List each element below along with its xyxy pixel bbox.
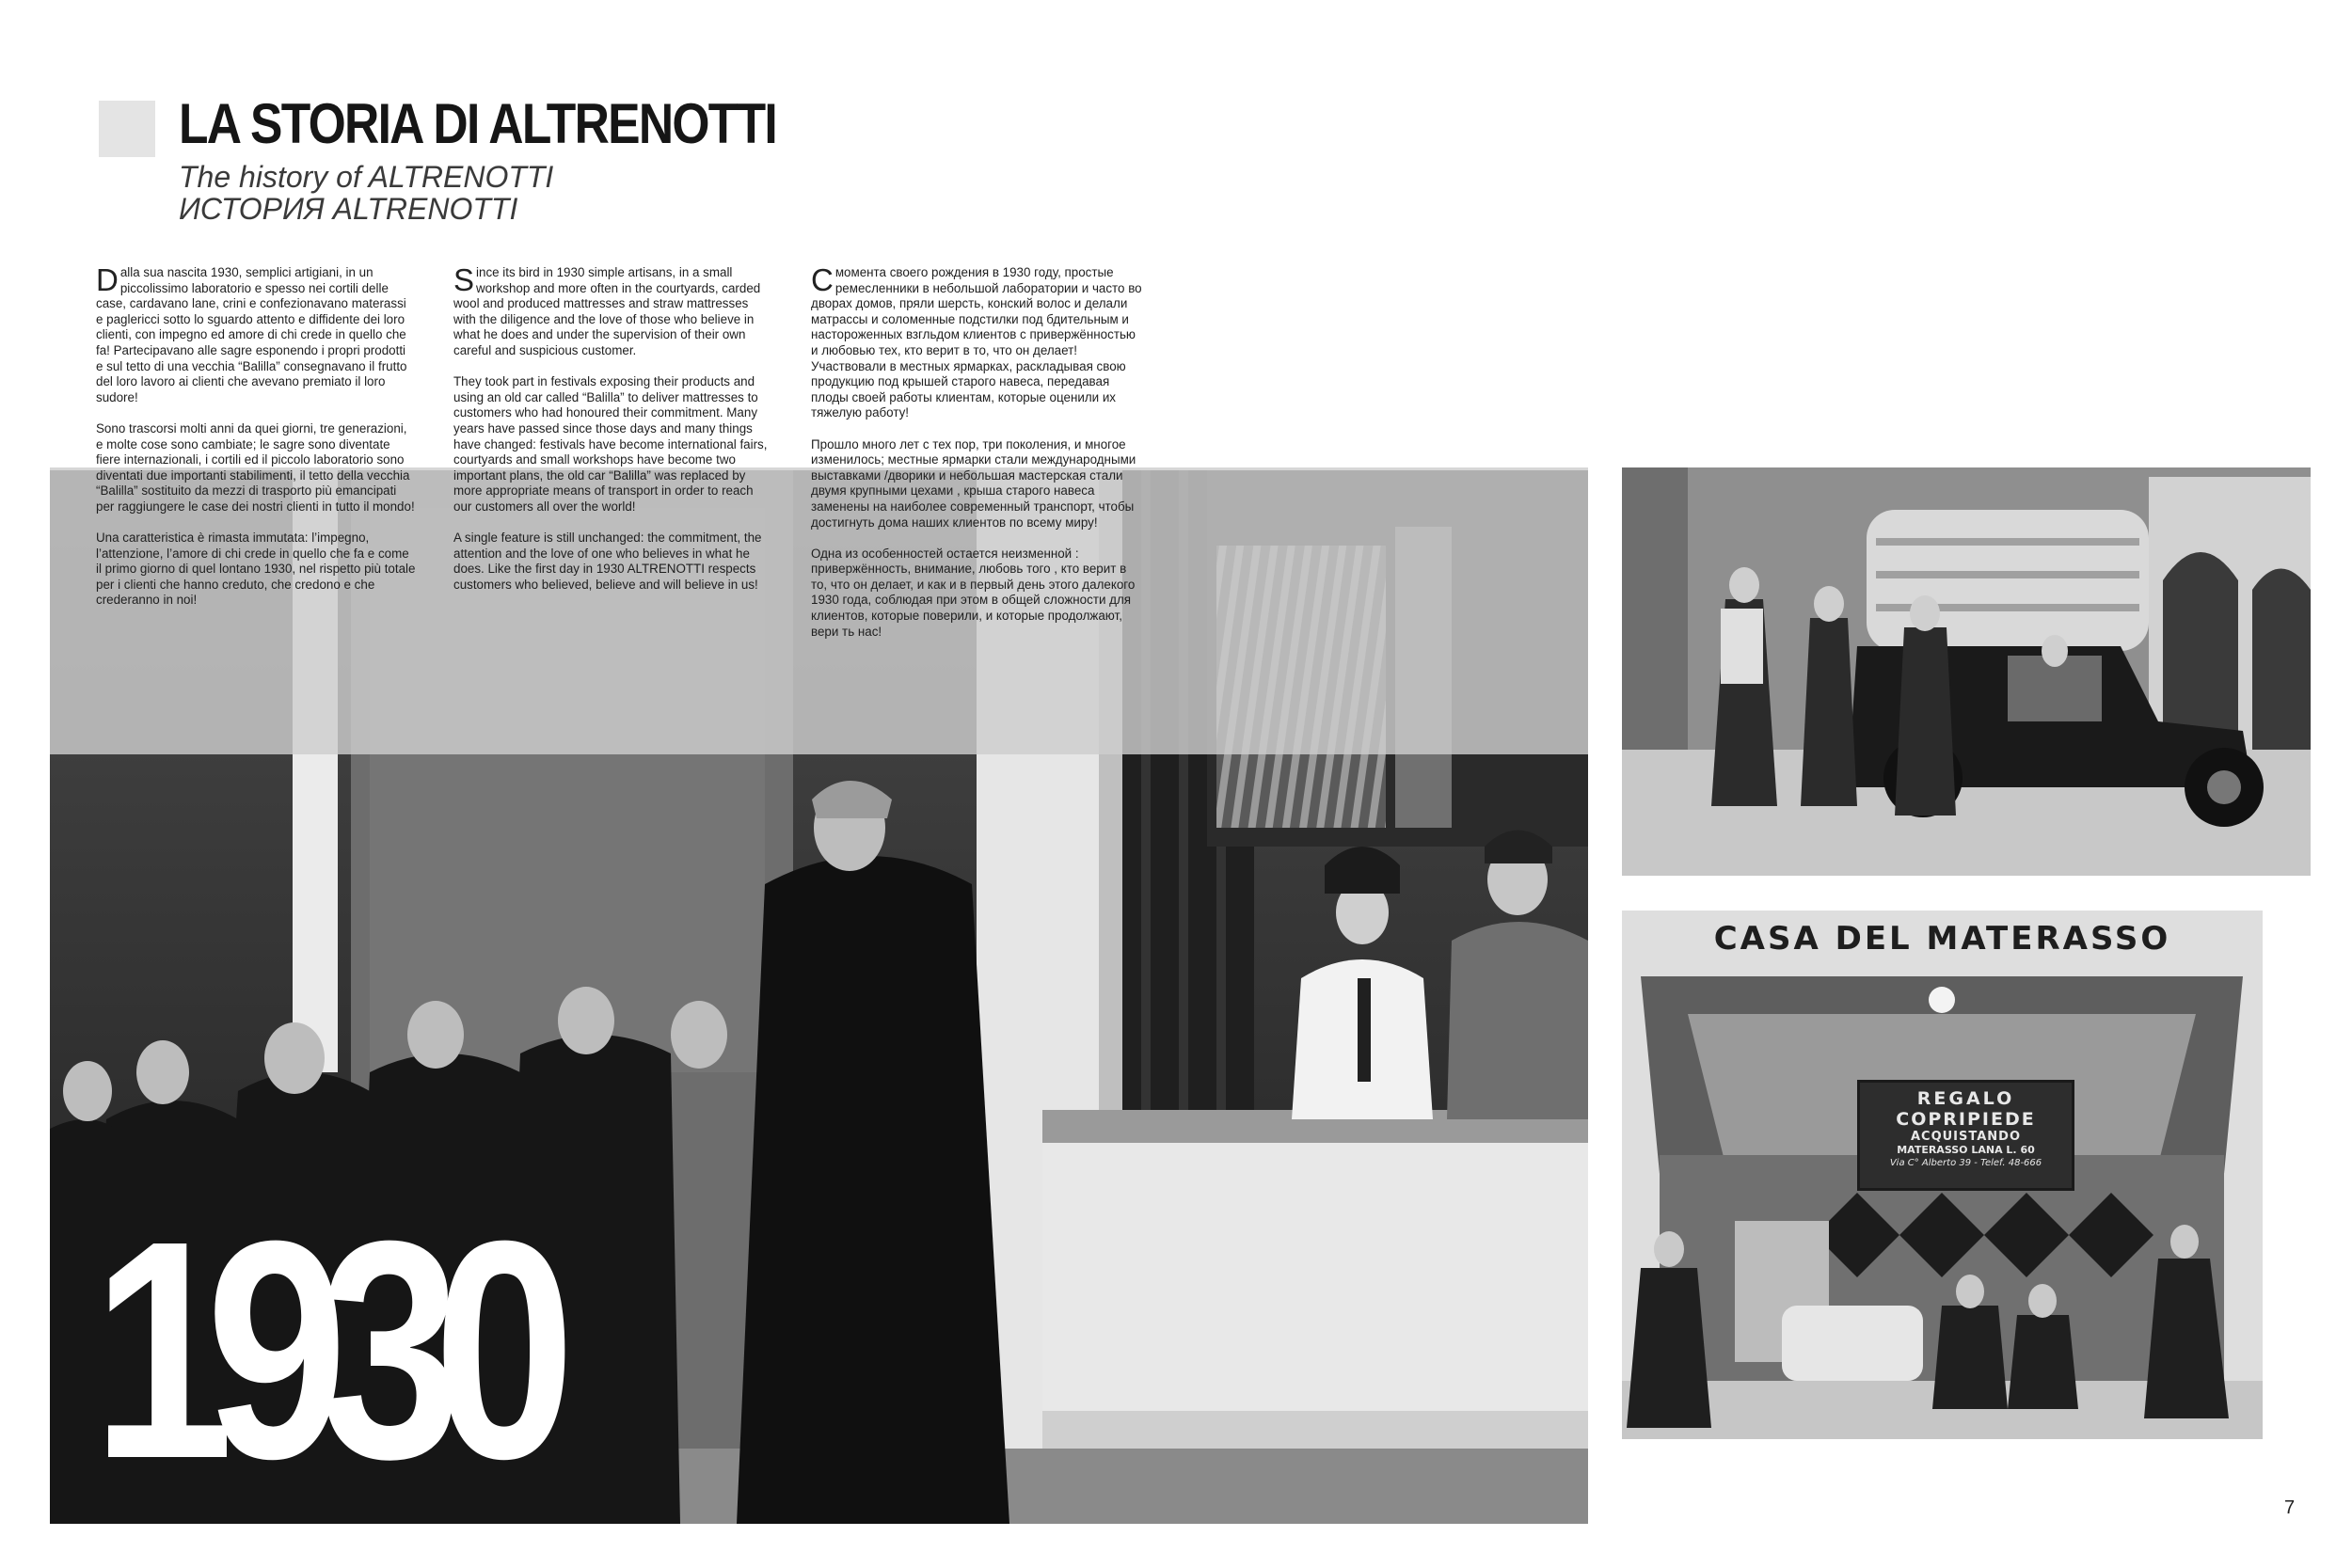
vintage-car-photo bbox=[1622, 467, 2311, 876]
text-column-english bbox=[453, 262, 773, 609]
shop-board-line-5: Via C° Alberto 39 - Telef. 48-666 bbox=[1889, 1158, 2042, 1168]
shop-board bbox=[1857, 1080, 2074, 1191]
italian-paragraph-2: Sono trascorsi molti anni da quei giorni, tre generazioni, e molte cose sono cambiate; le sagre sono diventate fiere internazionali, i cortili ed il piccolo laboratorio sono diventati due importanti stabilimenti, il tetto della vecchia “Balilla” sostituito da mezzi di trasporto più emancipati per raggiungere le case dei nostri clienti in tutto il mondo! bbox=[96, 420, 415, 514]
italian-paragraph-3: Una caratteristica è rimasta immutata: l’impegno, l’attenzione, l’amore di chi crede in quello che fa e come il primo giorno di quel lontano 1930, nel rispetto più totale per i clienti che hanno creduto, che credono e che crederanno in noi! bbox=[96, 531, 416, 608]
english-paragraph-3: A single feature is still unchanged: the commitment, the attention and the love of one who believes in what he does. Like the first day in 1930 ALTRENOTTI respects customers who believed, believe and will believe in us! bbox=[453, 531, 762, 592]
shop-board-line-1: REGALO bbox=[1916, 1088, 2015, 1109]
russian-paragraph-3: Одна из особенностей остается неизменной : привержённость, внимание, любовь того , кто верит в то, что он делает, и как и в первый день этого далекого 1930 года, соблюдая при этом в общей сложности для клиентов, которые поверили, и которые продолжают, вери ть нас! bbox=[811, 546, 1136, 639]
text-column-italian bbox=[96, 262, 416, 625]
shop-sign-text: CASA DEL MATERASSO bbox=[1713, 920, 2171, 958]
year-1930: 1930 bbox=[92, 1176, 548, 1523]
shop-photo bbox=[1622, 911, 2263, 1439]
russian-paragraph-2: Прошло много лет с тех пор, три поколения, и многое изменилось; местные ярмарки стали международными выставками /дворики и небольшая мастерская стали двумя крупными цехами , крыша старого навеса заменены на наиболее современный транспорт, чтобы достигнуть дома наших клиентов по всему миру! bbox=[811, 436, 1136, 530]
english-paragraph-2: They took part in festivals exposing their products and using an old car called “Balilla” to deliver mattresses to customers who had honoured their commitment. Many years have passed since those days and many things have changed: festivals have become international fairs, courtyards and small workshops have become two important plans, the old car “Balilla” was replaced by more appropriate means of transport in order to reach our customers all over the world! bbox=[453, 374, 768, 514]
english-paragraph-1: ince its bird in 1930 simple artisans, in a small workshop and more often in the courtyards, carded wool and produced mattresses and straw mattresses with the diligence and the love of those who believe in what he does and under the supervision of their own careful and suspicious customer. bbox=[453, 265, 761, 357]
subtitle-russian: ИСТОРИЯ ALTRENOTTI bbox=[179, 192, 518, 226]
dropcap-russian: С bbox=[811, 262, 834, 297]
page-number: 7 bbox=[2284, 1497, 2296, 1518]
russian-paragraph-1: момента своего рождения в 1930 году, простые ремесленники в небольшой лаборатории и часто во дворах домов, пряли шерсть, конский волос и делали матрассы и соломенные подстилки под бдительным и настороженных взгльдом клиентов с привержённостью и любовью тех, кто верит в то, что он делает! Участвовали в местных ярмарках, раскладывая свою продукцию под крышей старого навеса, передавая плоды своей работы клиентам, которые оценили их тяжелую работу! bbox=[811, 265, 1142, 420]
shop-board-line-2: COPRIPIEDE bbox=[1896, 1109, 2036, 1130]
title-accent-block bbox=[99, 101, 155, 157]
shop-board-line-3: ACQUISTANDO bbox=[1910, 1130, 2022, 1144]
dropcap-english: S bbox=[453, 262, 475, 297]
dropcap-italian: D bbox=[96, 262, 119, 297]
subtitle-english: The history of ALTRENOTTI bbox=[179, 160, 554, 194]
italian-paragraph-1: alla sua nascita 1930, semplici artigiani, in un piccolissimo laboratorio e spesso nei cortili delle case, cardavano lane, crini e confezionavano materassi e paglericci sotto lo sguardo attento e diffidente dei loro clienti, con impegno ed amore di chi crede in quello che fa! Partecipavano alle sagre esponendo i propri prodotti e sul tetto di una vecchia “Balilla” consegnavano il frutto del loro lavoro ai clienti che avevano premiato il loro sudore! bbox=[96, 265, 407, 404]
page-title: LA STORIA DI ALTRENOTTI bbox=[179, 92, 777, 155]
text-column-russian bbox=[811, 262, 1142, 656]
shop-board-line-4: MATERASSO LANA L. 60 bbox=[1897, 1144, 2035, 1156]
